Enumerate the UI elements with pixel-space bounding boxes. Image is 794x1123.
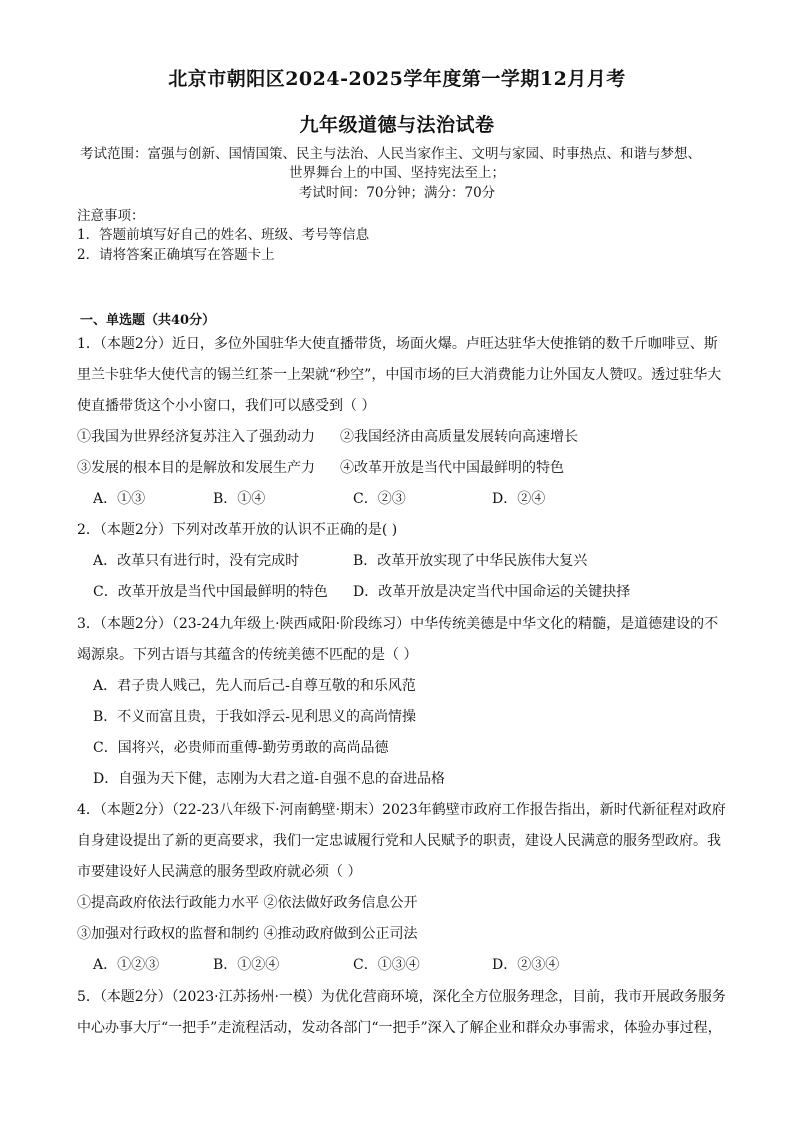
q2-option-c[interactable]: C．改革开放是当代中国最鲜明的特色 <box>93 584 328 600</box>
q1-statement-2: ②我国经济由高质量发展转向高速增长 <box>340 429 578 445</box>
exam-time-line: 考试时间：70分钟；满分：70分 <box>298 185 496 201</box>
q1-stem-line-3: 使直播带货这个小小窗口，我们可以感受到（ ） <box>77 398 376 414</box>
notes-heading: 注意事项： <box>77 208 145 224</box>
q1-stem-line-1: 1．（本题2分）近日，多位外国驻华大使直播带货，场面火爆。卢旺达驻华大使推销的数千斤咖啡豆、斯 <box>77 336 718 352</box>
q1-statement-4: ④改革开放是当代中国最鲜明的特色 <box>340 460 564 476</box>
q4-stem-line-1: 4．（本题2分）（22-23八年级下·河南鹤壁·期末）2023年鹤壁市政府工作报告指出，新时代新征程对政府 <box>77 802 726 818</box>
exam-scope-line-2: 世界舞台上的中国、坚持宪法至上； <box>289 165 505 181</box>
q3-option-c[interactable]: C．国将兴，必贵师而重傅-勤劳勇敢的高尚品德 <box>93 740 389 756</box>
q1-option-d[interactable]: D．②④ <box>492 491 546 507</box>
notes-item-2: 2．请将答案正确填写在答题卡上 <box>77 247 275 263</box>
q1-statement-3: ③发展的根本目的是解放和发展生产力 <box>77 460 315 476</box>
q3-stem-line-2: 竭源泉。下列古语与其蕴含的传统美德不匹配的是（ ） <box>77 647 418 663</box>
q4-statements-3-4: ③加强对行政权的监督和制约 ④推动政府做到公正司法 <box>77 926 418 942</box>
q3-option-d[interactable]: D．自强为天下健，志刚为大君之道-自强不息的奋进品格 <box>93 771 445 787</box>
q4-stem-line-3: 市要建设好人民满意的服务型政府就必须（ ） <box>77 864 362 880</box>
q3-option-a[interactable]: A．君子贵人贱己，先人而后己-自尊互敬的和乐风范 <box>93 678 416 694</box>
q4-option-a[interactable]: A．①②③ <box>93 957 160 973</box>
exam-scope-line-1: 考试范围：富强与创新、国情国策、民主与法治、人民当家作主、文明与家园、时事热点、和谐与梦想、 <box>80 146 701 162</box>
q2-option-b[interactable]: B．改革开放实现了中华民族伟大复兴 <box>353 553 588 569</box>
section-heading: 一、单选题（共40分） <box>80 313 216 328</box>
q1-option-b[interactable]: B．①④ <box>213 491 266 507</box>
q4-option-c[interactable]: C．①③④ <box>353 957 420 973</box>
q1-stem-line-2: 里兰卡驻华大使代言的锡兰红茶一上架就“秒空”，中国市场的巨大消费能力让外国友人赞叹。透过驻华大 <box>77 367 722 383</box>
q4-option-b[interactable]: B．①②④ <box>213 957 280 973</box>
exam-title: 北京市朝阳区2024-2025学年度第一学期12月月考 <box>168 68 626 90</box>
q3-option-b[interactable]: B．不义而富且贵，于我如浮云-见利思义的高尚情操 <box>93 709 417 725</box>
exam-subtitle: 九年级道德与法治试卷 <box>299 114 495 136</box>
q4-option-d[interactable]: D．②③④ <box>492 957 560 973</box>
q2-stem: 2．（本题2分）下列对改革开放的认识不正确的是( ) <box>77 522 398 538</box>
q3-stem-line-1: 3．（本题2分）（23-24九年级上·陕西咸阳·阶段练习）中华传统美德是中华文化的精髓，是道德建设的不 <box>77 616 719 632</box>
q2-option-d[interactable]: D．改革开放是决定当代中国命运的关键抉择 <box>353 584 631 600</box>
q4-statements-1-2: ①提高政府依法行政能力水平 ②依法做好政务信息公开 <box>77 895 418 911</box>
notes-item-1: 1．答题前填写好自己的姓名、班级、考号等信息 <box>77 227 370 243</box>
q2-option-a[interactable]: A．改革只有进行时，没有完成时 <box>93 553 300 569</box>
q4-stem-line-2: 自身建设提出了新的更高要求，我们一定忠诚履行党和人民赋予的职责，建设人民满意的服务型政府。我 <box>77 833 721 849</box>
q5-stem-line-2: 中心办事大厅“一把手”走流程活动，发动各部门“一把手”深入了解企业和群众办事需求，体验办事过程， <box>77 1020 722 1036</box>
q1-statement-1: ①我国为世界经济复苏注入了强劲动力 <box>77 429 315 445</box>
q5-stem-line-1: 5．（本题2分）（2023·江苏扬州·一模）为优化营商环境，深化全方位服务理念，目前，我市开展政务服务 <box>77 989 726 1005</box>
q1-option-c[interactable]: C．②③ <box>353 491 406 507</box>
q1-option-a[interactable]: A．①③ <box>93 491 146 507</box>
